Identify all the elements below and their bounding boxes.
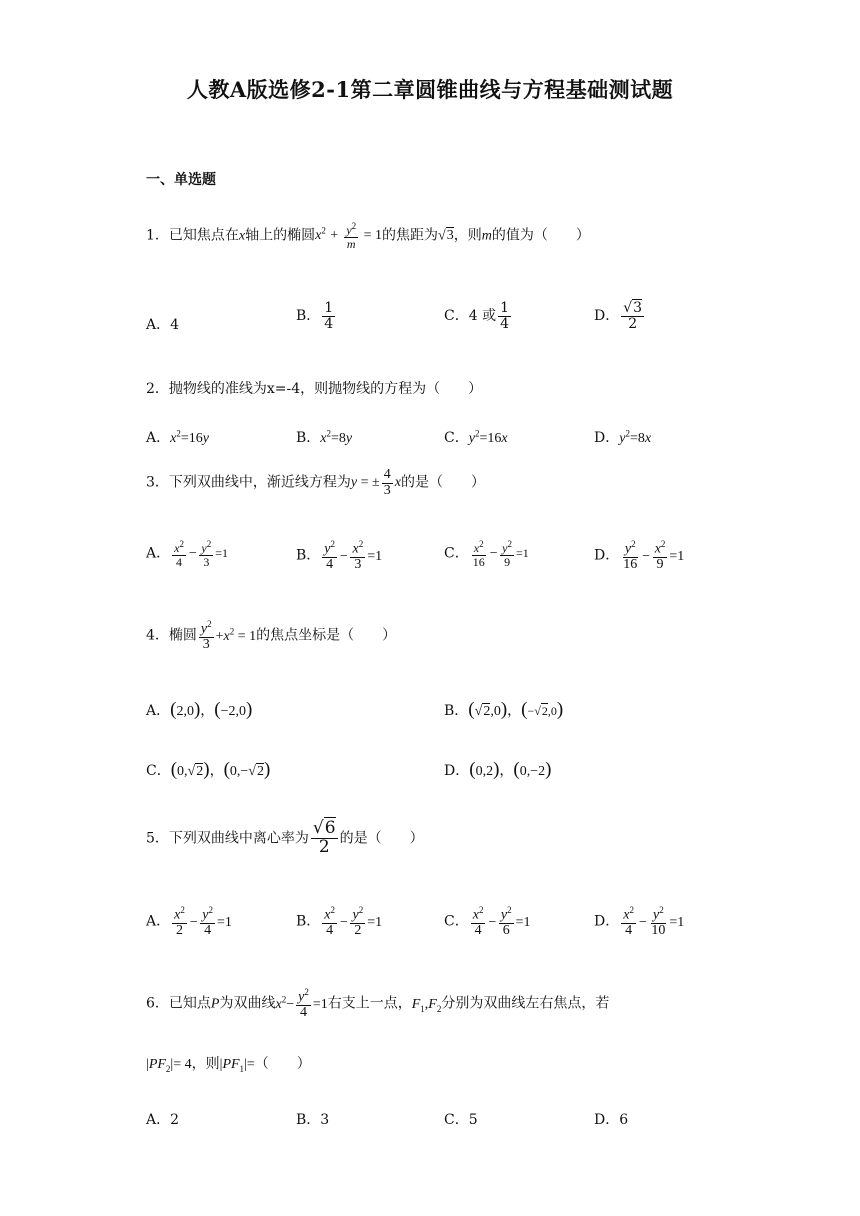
q2-option-d: D．$y^2=8x$ <box>594 428 652 446</box>
q4-option-b: B．(√2,0)，(−√2,0) <box>444 699 564 720</box>
question-6-stem: 6．已知点P为双曲线$x^2-$ $\frac{y^2}{4}$ =1右支上一点，$F_1,F_2$分别为双曲线左右焦点，若 <box>146 987 610 1021</box>
question-5-stem: 5．下列双曲线中离心率为 $\frac{√6}{2}$ 的是（ ） <box>146 818 424 857</box>
q2-option-b: B．$x^2=8y$ <box>296 428 353 446</box>
q3-option-d: D． $\frac{y^2}{16}$ − $\frac{x^2}{9}$ =1 <box>594 539 685 573</box>
q5-option-c: C． $\frac{x^2}{4}$ − $\frac{y^2}{6}$ =1 <box>444 905 531 939</box>
q1-option-b: B． $\frac{1}{4}$ <box>296 300 334 332</box>
q4-option-a: A．(2,0)，(−2,0) <box>146 699 253 720</box>
q6-option-c: C．5 <box>444 1112 478 1128</box>
q2-option-a: A．$x^2=16y$ <box>146 428 209 446</box>
q6-option-d: D．6 <box>594 1112 629 1128</box>
q3-option-a: A． $\frac{x^2}{4}$ − $\frac{y^2}{3}$ =1 <box>146 539 229 569</box>
q4-option-c: C．(0,√2)，(0,−√2) <box>146 759 271 780</box>
question-1-stem: 1．已知焦点在x轴上的椭圆$x^2$ + $\frac{y^2}{m}$ = 1的焦距为√3，则m的值为（ ） <box>146 221 590 251</box>
q3-option-c: C． $\frac{x^2}{16}$ − $\frac{y^2}{9}$ =1 <box>444 539 529 569</box>
q5-option-a: A． $\frac{x^2}{2}$ − $\frac{y^2}{4}$ =1 <box>146 905 232 939</box>
q3-option-b: B． $\frac{y^2}{4}$ − $\frac{x^2}{3}$ =1 <box>296 539 383 573</box>
q5-option-b: B． $\frac{x^2}{4}$ − $\frac{y^2}{2}$ =1 <box>296 905 383 939</box>
section-heading: 一、单选题 <box>146 172 216 188</box>
q6-option-b: B．3 <box>296 1112 330 1128</box>
question-6-stem-line2: $|PF_2|= 4$，则$|PF_1|=$（ ） <box>146 1056 311 1074</box>
q1-option-d: D． $\frac{√3}{2}$ <box>594 300 643 332</box>
page-title: 人教A版选修2-1第二章圆锥曲线与方程基础测试题 <box>186 77 674 102</box>
question-2-stem: 2．抛物线的准线为x=-4，则抛物线的方程为（ ） <box>146 381 483 397</box>
q5-option-d: D． $\frac{x^2}{4}$ − $\frac{y^2}{10}$ =1 <box>594 905 685 939</box>
q2-option-c: C．$y^2=16x$ <box>444 428 508 446</box>
q6-option-a: A．2 <box>146 1112 180 1128</box>
q1-option-a: A．4 <box>146 317 180 333</box>
q1-option-c: C．4 或 $\frac{1}{4}$ <box>444 300 509 332</box>
q4-option-d: D．(0,2)，(0,−2) <box>444 759 552 780</box>
question-3-stem: 3．下列双曲线中，渐近线方程为y = ± $\frac{4}{3}$ x的是（ ） <box>146 467 485 498</box>
question-4-stem: 4．椭圆 $\frac{y^2}{3}$ $+x^2 = 1$的焦点坐标是（ ） <box>146 619 397 653</box>
